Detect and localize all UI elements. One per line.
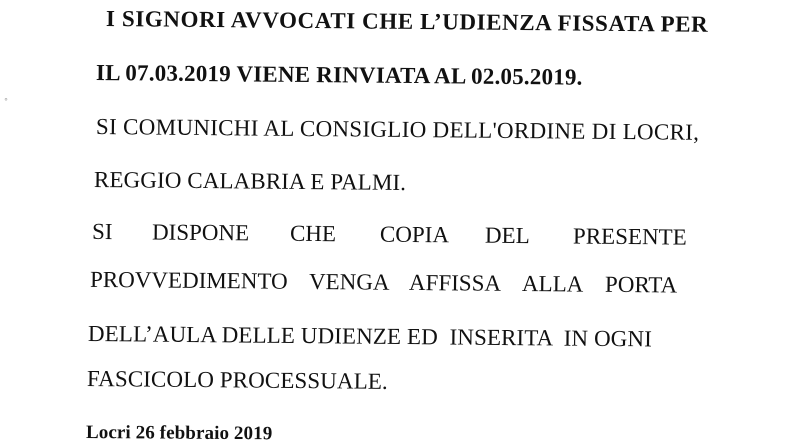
margin-mark: ° bbox=[4, 97, 8, 106]
paragraph-2-line-1 bbox=[0, 218, 800, 256]
word: VENGA bbox=[308, 268, 390, 295]
word: PRESENTE bbox=[572, 223, 687, 250]
word: CHE bbox=[289, 220, 337, 247]
word: DISPONE bbox=[151, 219, 250, 246]
word: PORTA bbox=[604, 271, 678, 298]
place-date: Locri 26 febbraio 2019 bbox=[85, 422, 273, 445]
paragraph-1-line-2: REGGIO CALABRIA E PALMI. bbox=[93, 167, 407, 195]
heading-line-1: I SIGNORI AVVOCATI CHE L’UDIENZA FISSATA PER bbox=[105, 6, 709, 37]
word: AFFISSA bbox=[408, 269, 502, 296]
word: DEL bbox=[484, 222, 530, 249]
word: COPIA bbox=[379, 221, 450, 248]
word: ALLA bbox=[521, 271, 584, 297]
paragraph-2-line-4: FASCICOLO PROCESSUALE. bbox=[86, 366, 388, 394]
paragraph-2-line-2 bbox=[0, 266, 800, 304]
word: SI bbox=[91, 218, 113, 245]
paragraph-1-line-1: SI COMUNICHI AL CONSIGLIO DELL'ORDINE DI LOCRI, bbox=[95, 114, 700, 145]
paragraph-2-line-3: DELL’AULA DELLE UDIENZE ED INSERITA IN OGNI bbox=[87, 321, 653, 352]
heading-line-2: IL 07.03.2019 VIENE RINVIATA AL 02.05.2019. bbox=[95, 60, 583, 90]
word: PROVVEDIMENTO bbox=[89, 266, 288, 294]
